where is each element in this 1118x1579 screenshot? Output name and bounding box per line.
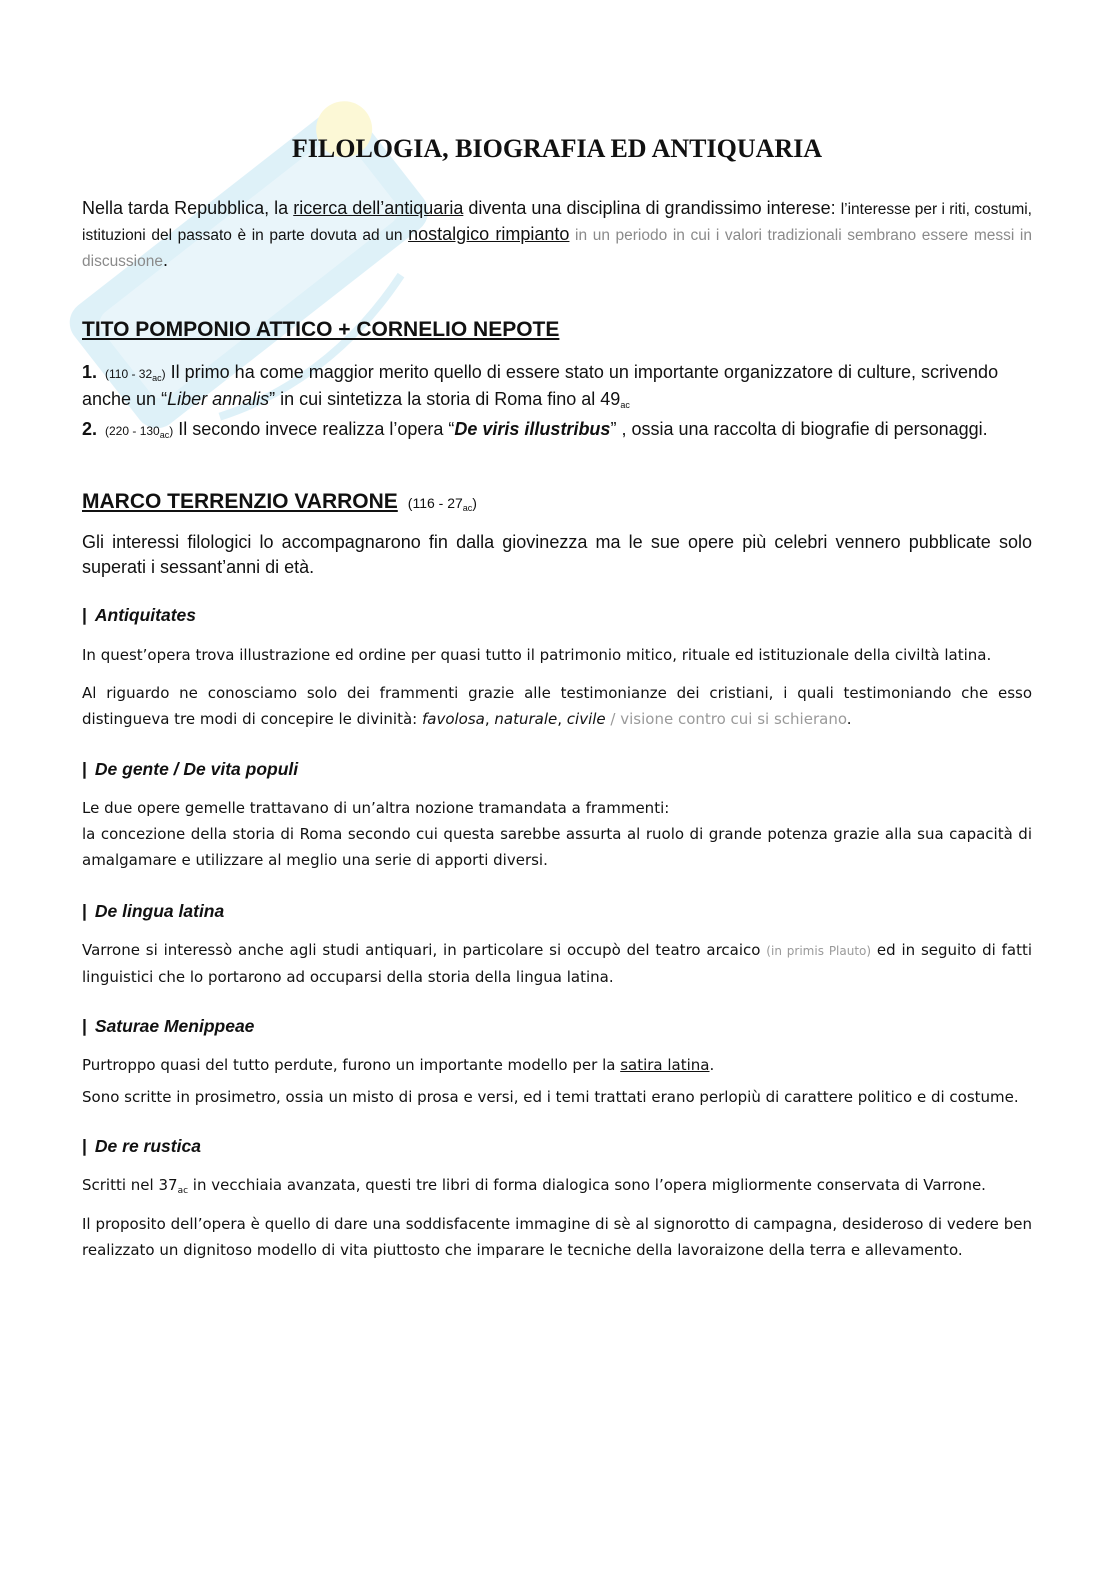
- subheading-de-re-rustica: | De re rustica: [82, 1136, 201, 1156]
- date-range: $(220 - 130_{ac})$: [105, 424, 174, 440]
- intro-paragraph: [82, 196, 1032, 274]
- list-number: 2.: [82, 419, 98, 439]
- document-title: FILOLOGIA, BIOGRAFIA ED ANTIQUARIA: [291, 134, 823, 163]
- intro-text: Nella tarda Repubblica, la: [82, 198, 294, 218]
- section-heading-attico-nepote: TITO POMPONIO ATTICO + CORNELIO NEPOTE: [82, 318, 560, 341]
- list-item: 1. $(110 - 32_{ac})$ Il primo ha come maggior merito quello di essere stato un importante organizzatore di culture, scrivendo anche un “Liber annalis” in cui sintetizza la storia di Roma fino al $49_{ac}$: [82, 362, 999, 410]
- antiquitates-p1: In quest’opera trova illustrazione ed ordine per quasi tutto il patrimonio mitico, rituale ed istituzionale della civiltà latina.: [82, 646, 992, 664]
- saturae-p1: Purtroppo quasi del tutto perdute, furono un importante modello per la satira latina.: [82, 1056, 715, 1074]
- intro-text-gray: in un periodo in cui i valori tradizionali sembrano essere messi in discussione: [82, 227, 1032, 270]
- de-lingua-latina-p1: Varrone si interessò anche agli studi antiquari, in particolare si occupò del teatro arcaico (in primis Plauto) ed in seguito di fatti linguistici che lo portarono ad occuparsi della storia della lingua latina.: [82, 941, 1033, 986]
- authors-list: [82, 360, 1032, 449]
- subheading-antiquitates: | Antiquitates: [82, 605, 197, 625]
- work-title-de-viris: De viris illustribus: [454, 419, 611, 439]
- intro-underline-rimpianto: nostalgico rimpianto: [408, 224, 570, 244]
- list-item: 2. $(220 - 130_{ac})$ Il secondo invece realizza l’opera “De viris illustribus” , ossia una raccolta di biografie di personaggi.: [82, 419, 988, 440]
- intro-text: diventa una disciplina di grandissimo interese:: [463, 198, 841, 218]
- list-number: 1.: [82, 362, 98, 382]
- antiquitates-p2: Al riguardo ne conosciamo solo dei frammenti grazie alle testimonianze dei cristiani, i quali testimoniando che esso distingueva tre modi di concepire le divinità: favolosa, naturale, civile / visione contro cui si schierano.: [82, 684, 1032, 728]
- de-gente-p1: Le due opere gemelle trattavano di un’altra nozione tramandata a frammenti:: [82, 799, 670, 817]
- intro-text-small: l’interesse per i riti, costumi, istituzioni del passato è in parte dovuta ad un: [82, 201, 1032, 244]
- intro-underline-antiquaria: ricerca dell’antiquaria: [293, 198, 464, 218]
- date-range: $(110 - 32_{ac})$: [105, 367, 166, 383]
- de-re-rustica-p2: Il proposito dell’opera è quello di dare una soddisfacente immagine di sè al signorotto di campagna, desideroso di vedere ben realizzato un dignitoso modello di vita piuttosto che imparare le tecniche della lavoraizone della terra e allevamento.: [82, 1215, 1032, 1259]
- de-re-rustica-p1: Scritti nel $37_{ac}$ in vecchiaia avanzata, questi tre libri di forma dialogica sono l’opera migliormente conservata di Varrone.: [82, 1176, 986, 1196]
- subheading-de-gente: | De gente / De vita populi: [82, 759, 299, 779]
- varrone-intro: Gli interessi filologici lo accompagnarono fin dalla giovinezza ma le sue opere più celebri vennero pubblicate solo superati i sessant’anni di età.: [82, 532, 1032, 577]
- varrone-dates: $(116 - 27_{ac})$: [407, 495, 477, 513]
- subheading-de-lingua-latina: | De lingua latina: [82, 901, 225, 921]
- section-heading-varrone: MARCO TERRENZIO VARRONE $(116 - 27_{ac})$: [82, 490, 477, 513]
- intro-period: .: [163, 250, 169, 270]
- subheading-saturae-menippeae: | Saturae Menippeae: [82, 1016, 255, 1036]
- work-title-liber-annalis: Liber annalis: [167, 389, 270, 409]
- de-gente-p2: la concezione della storia di Roma secondo cui questa sarebbe assurta al ruolo di grande potenza grazie alla sua capacità di amalgamare e utilizzare al meglio una serie di apporti diversi.: [82, 825, 1032, 869]
- saturae-p2: Sono scritte in prosimetro, ossia un misto di prosa e versi, ed i temi trattati erano perlopiù di carattere politico e di costume.: [82, 1088, 1019, 1106]
